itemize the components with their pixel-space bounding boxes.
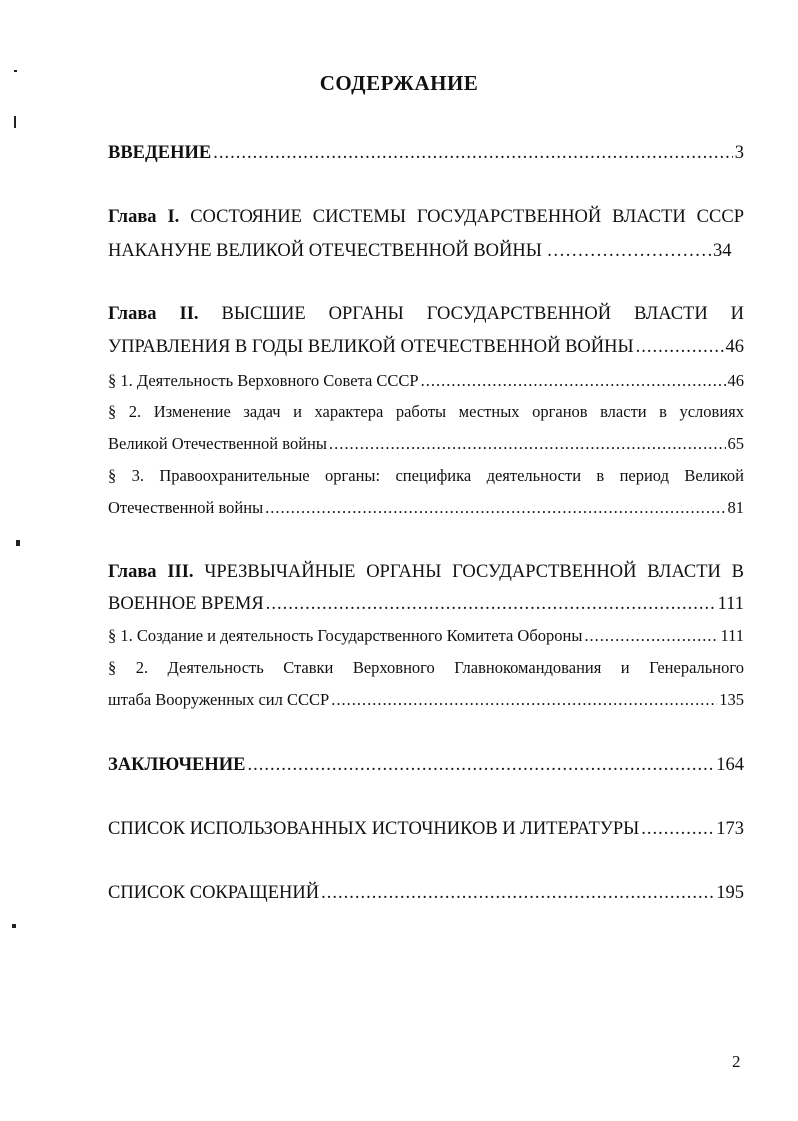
toc-entry-conclusion bbox=[108, 750, 744, 780]
section-title-cont: Великой Отечественной войны bbox=[108, 434, 327, 453]
chapter-title-cont: ВОЕННОЕ ВРЕМЯ bbox=[108, 594, 264, 614]
toc-section-2-2-line1 bbox=[108, 397, 744, 427]
toc-page-number: 164 bbox=[716, 755, 744, 775]
section-title: § 3. Правоохранительные органы: специфика деятельности в период Великой bbox=[108, 466, 744, 485]
toc-entry-sources bbox=[108, 814, 744, 844]
toc-section-3-1 bbox=[108, 621, 744, 651]
dot-leader: ……………………… bbox=[546, 241, 713, 261]
section-title: § 2. Изменение задач и характера работы местных органов власти в условиях bbox=[108, 402, 744, 421]
toc-chapter2-line2 bbox=[108, 332, 744, 362]
toc-page-number: 81 bbox=[727, 498, 744, 517]
toc-page-number: 111 bbox=[717, 594, 744, 614]
scan-speck bbox=[14, 116, 16, 128]
toc-section-3-2-line2 bbox=[108, 685, 744, 715]
chapter-title: ВЫСШИЕ ОРГАНЫ ГОСУДАРСТВЕННОЙ ВЛАСТИ И bbox=[221, 304, 745, 324]
toc-section-2-2-line2 bbox=[108, 429, 744, 459]
scan-speck bbox=[14, 70, 17, 72]
toc-entry-label: СПИСОК СОКРАЩЕНИЙ bbox=[108, 883, 320, 903]
toc-entry-label: ВВЕДЕНИЕ bbox=[108, 143, 212, 163]
toc-page-number: 111 bbox=[720, 626, 744, 645]
toc-chapter3-line2 bbox=[108, 589, 744, 619]
toc-section-2-3-line2 bbox=[108, 493, 744, 523]
chapter-title-cont: НАКАНУНЕ ВЕЛИКОЙ ОТЕЧЕСТВЕННОЙ ВОЙНЫ bbox=[108, 241, 542, 261]
section-title-cont: штаба Вооруженных сил СССР bbox=[108, 690, 330, 709]
scan-speck bbox=[12, 924, 16, 928]
toc-chapter1-line2 bbox=[108, 236, 744, 266]
chapter-prefix: Глава III. bbox=[108, 562, 194, 582]
section-title: § 1. Создание и деятельность Государственного Комитета Обороны bbox=[108, 626, 583, 645]
toc-chapter1-line1 bbox=[108, 202, 744, 232]
dot-leader bbox=[636, 332, 724, 362]
toc-section-2-3-line1 bbox=[108, 461, 744, 491]
toc-page-number: 34 bbox=[713, 241, 732, 261]
toc-chapter3-line1 bbox=[108, 557, 744, 587]
toc-chapter2-line1 bbox=[108, 299, 744, 329]
chapter-title: ЧРЕЗВЫЧАЙНЫЕ ОРГАНЫ ГОСУДАРСТВЕННОЙ ВЛАСТИ В bbox=[204, 562, 744, 582]
section-title: § 2. Деятельность Ставки Верховного Главнокомандования и Генерального bbox=[108, 658, 744, 677]
toc-section-2-1 bbox=[108, 366, 744, 396]
dot-leader bbox=[641, 814, 714, 844]
dot-leader bbox=[266, 589, 716, 619]
dot-leader bbox=[329, 429, 726, 459]
toc-page-number: 3 bbox=[734, 143, 744, 163]
toc-page-number: 65 bbox=[727, 434, 744, 453]
toc-page-number: 173 bbox=[716, 819, 744, 839]
toc-page-number: 46 bbox=[727, 371, 744, 390]
chapter-prefix: Глава I. bbox=[108, 207, 180, 227]
toc-entry-intro bbox=[108, 138, 744, 168]
dot-leader bbox=[265, 493, 725, 523]
dot-leader bbox=[331, 685, 717, 715]
toc-entry-label: СПИСОК ИСПОЛЬЗОВАННЫХ ИСТОЧНИКОВ И ЛИТЕРАТУРЫ bbox=[108, 819, 640, 839]
dot-leader bbox=[248, 750, 715, 780]
dot-leader bbox=[421, 366, 726, 396]
toc-page-number: 135 bbox=[719, 690, 744, 709]
scan-speck bbox=[16, 540, 20, 546]
toc-entry-abbreviations bbox=[108, 878, 744, 908]
toc-page-number: 195 bbox=[716, 883, 744, 903]
toc-section-3-2-line1 bbox=[108, 653, 744, 683]
chapter-title: СОСТОЯНИЕ СИСТЕМЫ ГОСУДАРСТВЕННОЙ ВЛАСТИ СССР bbox=[190, 207, 744, 227]
chapter-prefix: Глава II. bbox=[108, 304, 199, 324]
section-title-cont: Отечественной войны bbox=[108, 498, 264, 517]
section-title: § 1. Деятельность Верховного Совета СССР bbox=[108, 371, 419, 390]
toc-entry-label: ЗАКЛЮЧЕНИЕ bbox=[108, 755, 246, 775]
dot-leader bbox=[321, 878, 714, 908]
chapter-title-cont: УПРАВЛЕНИЯ В ГОДЫ ВЕЛИКОЙ ОТЕЧЕСТВЕННОЙ ВОЙНЫ bbox=[108, 337, 634, 357]
page-number: 2 bbox=[732, 1052, 741, 1071]
dot-leader bbox=[584, 621, 718, 651]
page-title: СОДЕРЖАНИЕ bbox=[319, 71, 479, 95]
toc-page-number: 46 bbox=[725, 337, 744, 357]
dot-leader bbox=[213, 138, 733, 168]
